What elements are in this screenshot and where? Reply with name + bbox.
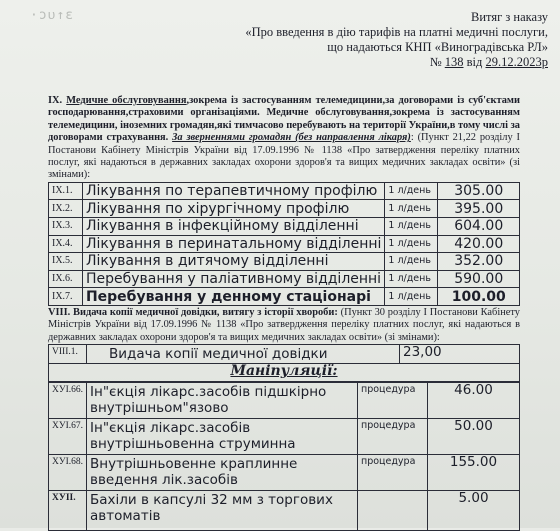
row-code: IX.4. (49, 235, 83, 253)
section-ix-number: IX. (48, 95, 63, 106)
row-unit: процедура (358, 383, 428, 419)
row-price: 23,00 (400, 345, 520, 364)
row-code: ХУІІ. (49, 491, 87, 531)
section-ix-title: Медичне обслуговування (66, 95, 187, 106)
row-code: IX.1. (49, 182, 83, 200)
order-prefix: № (429, 55, 442, 69)
row-code: ХУІ.67. (49, 419, 87, 455)
section-viii-basis: (Пункт 30 розділу I Постанови Кабінету Міністрів України від 17.09.1996 № 1138 «Про затвердження переліку платних послуг, які надаються в державних закладах охорони здоров'я та вищих медичних закладах освіти» (зі змінами): (48, 307, 520, 343)
row-unit: 1 л/день (385, 288, 438, 306)
row-name: Лікування по хірургічному профілю (82, 200, 384, 218)
header-line-3: що надаються КНП «Виноградівська РЛ» (327, 40, 548, 54)
row-price: 155.00 (428, 455, 520, 491)
row-name: Бахіли в капсулі 32 мм з торгових автоматів (87, 491, 358, 531)
manipulations-heading: Маніпуляції: (49, 364, 520, 382)
row-unit: 1 л/день (385, 200, 438, 218)
table-row (49, 253, 520, 271)
row-unit (358, 491, 428, 531)
table-row (49, 218, 520, 236)
row-price: 395.00 (438, 200, 520, 218)
order-header (188, 10, 548, 70)
header-line-1: Витяг з наказу (471, 10, 548, 24)
table-row (49, 345, 520, 364)
row-code: IX.2. (49, 200, 83, 218)
row-code: VIII.1. (49, 345, 87, 364)
order-number-line (188, 55, 548, 70)
row-code: ХУІ.68. (49, 455, 87, 491)
row-code: IX.6. (49, 270, 83, 288)
section-ix-appeal: За зверненнями громадян (без направлення лікаря) (172, 132, 411, 144)
table-row (49, 235, 520, 253)
table-row (49, 383, 520, 419)
row-price: 50.00 (428, 419, 520, 455)
row-code: IX.7. (49, 288, 83, 306)
row-name: Лікування в перинатальному відділенні (82, 235, 384, 253)
table-row (49, 455, 520, 491)
row-unit: 1 л/день (385, 182, 438, 200)
row-price: 305.00 (438, 182, 520, 200)
manipulations-table (48, 382, 520, 531)
order-mid: від (466, 55, 483, 69)
row-name: Перебування у денному стаціонарі (82, 288, 384, 306)
row-unit: 1 л/день (385, 235, 438, 253)
row-name: Лікування по терапевтичному профілю (82, 182, 384, 200)
row-name: Внутрішньовенне краплинне введення лік.засобів (87, 455, 358, 491)
row-unit: процедура (358, 419, 428, 455)
row-name: Ін"єкція лікарс.засобів внутрішньовенна струминна (87, 419, 358, 455)
section-viii-title: VIII. Видача копії медичної довідки, витягу з історії хвороби: (48, 307, 338, 318)
row-code: IX.5. (49, 253, 83, 271)
table-row (49, 270, 520, 288)
row-name: Лікування в інфекційному відділенні (82, 218, 384, 236)
header-line-2: «Про введення в дію тарифів на платні медичні послуги, (245, 25, 548, 39)
section-viii-table (48, 344, 520, 382)
row-price: 352.00 (438, 253, 520, 271)
table-row (49, 182, 520, 200)
section-ix-title-rest: ,зокрема із застосуванням телемедицини,за договорами із суб'єктами господарювання,страховими організаціями. Медичне обслуговування,зокрема із застосуванням телемедицини, іноземних громадян,які тимчасово перебувають на території України,в тому числі за договорами страхування. (48, 95, 520, 144)
table-row (49, 288, 520, 306)
tariff-content (48, 95, 520, 531)
row-price: 100.00 (438, 288, 520, 306)
row-price: 590.00 (438, 270, 520, 288)
row-price: 46.00 (428, 383, 520, 419)
row-unit: 1 л/день (385, 218, 438, 236)
row-code: IX.3. (49, 218, 83, 236)
row-price: 5.00 (428, 491, 520, 531)
row-unit: 1 л/день (385, 253, 438, 271)
table-row (49, 491, 520, 531)
row-code: ХУІ.66. (49, 383, 87, 419)
row-unit: процедура (358, 455, 428, 491)
row-name: Лікування в дитячому відділенні (82, 253, 384, 271)
row-unit: 1 л/день (385, 270, 438, 288)
row-price: 604.00 (438, 218, 520, 236)
order-number: 138 (444, 55, 464, 69)
row-name: Перебування у паліативному відділенні (82, 270, 384, 288)
order-date: 29.12.2023р (485, 55, 548, 69)
section-viii-intro (48, 306, 520, 344)
section-ix-table (48, 182, 520, 306)
handwritten-scribble: ·ɔᴜ↑ɛ (30, 8, 75, 23)
table-row (49, 419, 520, 455)
table-row (49, 200, 520, 218)
table-row (49, 364, 520, 382)
section-ix-basis: : (Пункт 21,22 розділу I Постанови Кабінету Міністрів України від 17.09.1996 № 1138 «Про затвердження переліку платних послуг, які надаються в державних закладах охорони здоров'я та вищих медичних закладах освіти» (зі змінами): (48, 132, 520, 181)
row-price: 420.00 (438, 235, 520, 253)
row-name: Видача копії медичної довідки (87, 345, 400, 364)
section-ix-intro (48, 95, 520, 182)
row-name: Ін"єкція лікарс.засобів підшкірно внутрішньом"язово (87, 383, 358, 419)
